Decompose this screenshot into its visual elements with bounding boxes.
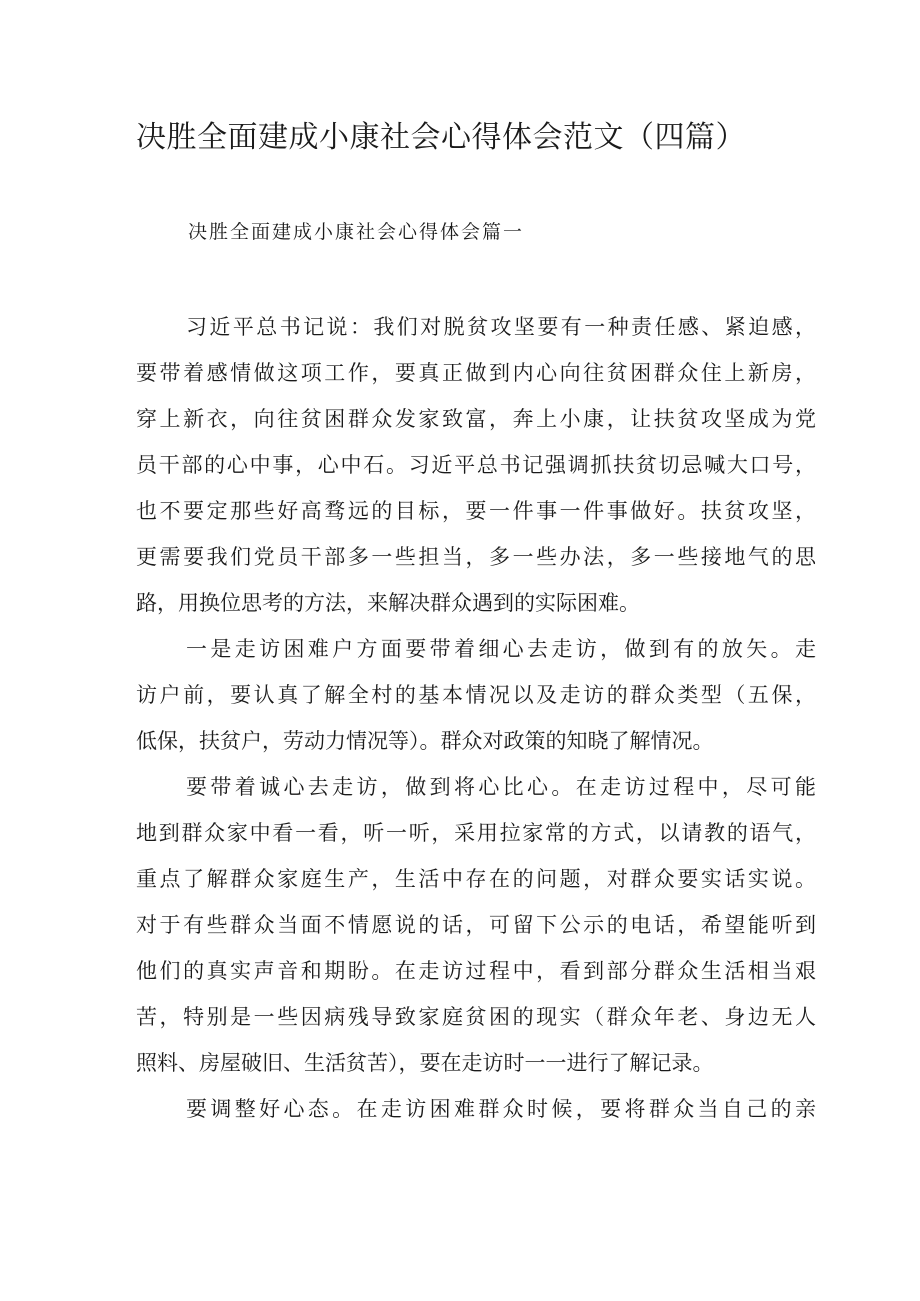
text-line: 更需要我们党员干部多一些担当，多一些办法，多一些接地气的思 <box>136 545 816 569</box>
document-title: 决胜全面建成小康社会心得体会范文（四篇） <box>136 120 746 155</box>
text-line: 要调整好心态。在走访困难群众时候，要将群众当自己的亲 <box>186 1097 816 1121</box>
text-line: 照料、房屋破旧、生活贫苦），要在走访时一一进行了解记录。 <box>136 1051 714 1075</box>
text-line: 地到群众家中看一看，听一听，采用拉家常的方式，以请教的语气， <box>136 821 816 845</box>
text-line: 要带着感情做这项工作，要真正做到内心向往贫困群众住上新房， <box>136 361 816 385</box>
text-line: 要带着诚心去走访，做到将心比心。在走访过程中，尽可能 <box>186 775 816 799</box>
text-line: 重点了解群众家庭生产，生活中存在的问题，对群众要实话实说。 <box>136 867 816 891</box>
text-line: 低保，扶贫户，劳动力情况等）。群众对政策的知晓了解情况。 <box>136 729 714 753</box>
text-line: 穿上新衣，向往贫困群众发家致富，奔上小康，让扶贫攻坚成为党 <box>136 407 816 431</box>
text-line: 一是走访困难户方面要带着细心去走访，做到有的放矢。走 <box>186 637 816 661</box>
text-line: 访户前，要认真了解全村的基本情况以及走访的群众类型（五保， <box>136 683 816 707</box>
text-line: 对于有些群众当面不情愿说的话，可留下公示的电话，希望能听到 <box>136 913 816 937</box>
text-line: 路，用换位思考的方法，来解决群众遇到的实际困难。 <box>136 591 640 615</box>
text-line: 也不要定那些好高骛远的目标，要一件事一件事做好。扶贫攻坚， <box>136 499 816 523</box>
text-line: 员干部的心中事，心中石。习近平总书记强调抓扶贫切忌喊大口号， <box>136 453 816 477</box>
section-heading: 决胜全面建成小康社会心得体会篇一 <box>188 221 525 243</box>
text-line: 他们的真实声音和期盼。在走访过程中，看到部分群众生活相当艰 <box>136 959 816 983</box>
text-line: 习近平总书记说：我们对脱贫攻坚要有一种责任感、紧迫感， <box>186 315 816 339</box>
text-line: 苦，特别是一些因病残导致家庭贫困的现实（群众年老、身边无人 <box>136 1005 816 1029</box>
